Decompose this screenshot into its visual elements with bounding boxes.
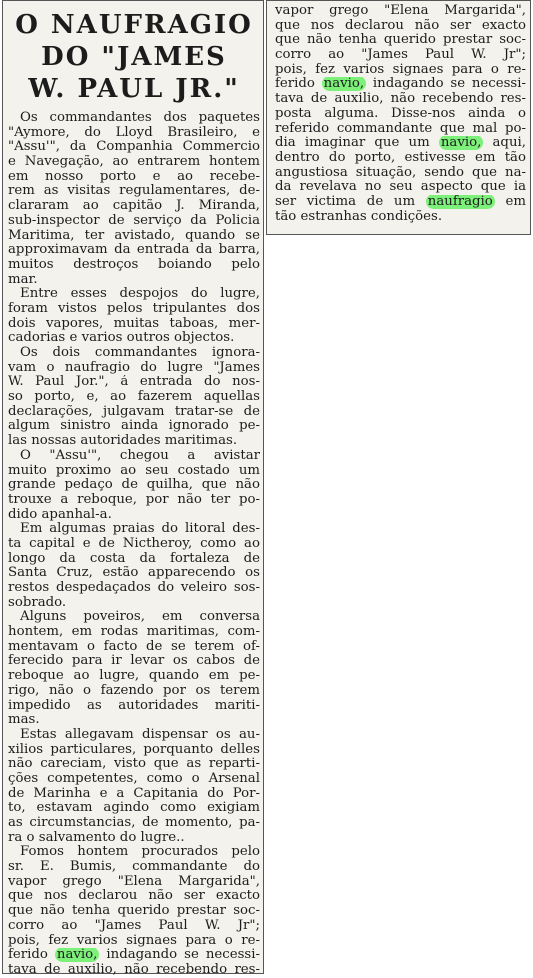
text-line: cadorias e varios outros objectos. bbox=[8, 331, 235, 346]
text-line: pois, fez varios signaes para o re- bbox=[275, 62, 526, 77]
text-line: Maritima, ter avistado, quando se bbox=[8, 228, 260, 243]
text-line: referido commandante que mal po- bbox=[275, 121, 526, 136]
text-fragment: em bbox=[494, 194, 526, 209]
text-fragment: indagando se necessi- bbox=[99, 948, 260, 963]
text-line: sobrado. bbox=[8, 595, 67, 610]
text-line: Entre esses despojos do lugre, bbox=[20, 287, 260, 302]
text-line: to, estavam agindo como exigiam bbox=[8, 801, 260, 816]
text-line: so porto, e, ao fazerem aquellas bbox=[8, 390, 260, 405]
text-line: muitos destroços boiando pelo bbox=[8, 257, 260, 272]
text-line: corro ao "James Paul W. Jr"; bbox=[275, 48, 526, 63]
text-line: pois, fez varios signaes para o re- bbox=[8, 933, 260, 948]
search-highlight: naufragio bbox=[427, 194, 493, 209]
text-line: foram vistos pelos tripulantes dos bbox=[8, 301, 260, 316]
headline-line: DO "JAMES bbox=[41, 42, 227, 72]
text-line: sub-inspector de serviço da Policia bbox=[8, 213, 260, 228]
text-line: longo da costa da fortaleza de bbox=[8, 551, 260, 566]
text-line: O "Assu'", chegou a avistar bbox=[20, 448, 260, 463]
text-line: muito proximo ao seu costado um bbox=[8, 463, 260, 478]
text-line: ções competentes, como o Arsenal bbox=[8, 771, 260, 786]
text-line: que nos declarou não ser exacto bbox=[8, 889, 260, 904]
text-line: ra o salvamento do lugre.. bbox=[8, 830, 185, 845]
text-line: approximavam da entrada da barra, bbox=[8, 243, 260, 258]
text-fragment: indagando se necessi- bbox=[366, 77, 526, 92]
article-body-right bbox=[275, 4, 526, 224]
text-line: não careciam, visto que as reparti- bbox=[8, 757, 260, 772]
text-line: de Marinha e a Capitania do Por- bbox=[8, 786, 260, 801]
article-body-left bbox=[8, 111, 260, 978]
text-line: da revelava no seu aspecto que ia bbox=[275, 180, 526, 195]
article-column-right bbox=[266, 0, 531, 235]
text-line: rem as visitas regulamentares, de- bbox=[8, 184, 260, 199]
text-line: rigo, não o fazendo por os terem bbox=[8, 683, 260, 698]
text-line: tava de auxilio, não recebendo res- bbox=[275, 92, 526, 107]
text-line: vam o naufragio do lugre "James bbox=[8, 360, 260, 375]
text-line: declarações, julgavam tratar-se de bbox=[8, 404, 260, 419]
text-line: xilios particulares, porquanto delles bbox=[8, 742, 260, 757]
text-line: dentro do porto, estivesse em tão bbox=[275, 150, 526, 165]
text-fragment: dia imaginar que um bbox=[275, 136, 439, 151]
text-line: W. Paul Jor.", á entrada do nos- bbox=[8, 375, 260, 390]
text-line: reboque ao lugre, quando em pe- bbox=[8, 669, 260, 684]
search-highlight: navio, bbox=[440, 136, 482, 151]
headline-line: O NAUFRAGIO bbox=[15, 10, 253, 40]
text-line: grande pedaço de quilha, que não bbox=[8, 478, 260, 493]
text-fragment: aqui, bbox=[483, 136, 526, 151]
text-fragment: ferido bbox=[275, 77, 322, 92]
text-line: vapor grego "Elena Margarida", bbox=[8, 874, 260, 889]
text-line: restos despedaçados do veleiro sos- bbox=[8, 581, 260, 595]
text-line: Os dois commandantes ignora- bbox=[20, 346, 260, 360]
text-line: angustiosa situação, sendo que na- bbox=[275, 165, 526, 180]
text-fragment: ferido bbox=[8, 948, 55, 963]
text-line: dois vapores, muitas taboas, mer- bbox=[8, 316, 260, 331]
text-line: tão estranhas condições. bbox=[275, 209, 443, 224]
text-line: mentavam o facto de se terem of- bbox=[8, 639, 260, 654]
text-line: hontem, em rodas maritimas, com- bbox=[8, 625, 260, 640]
text-line: Fomos hontem procurados pelo bbox=[20, 845, 260, 860]
text-line: que não tenha querido prestar soc- bbox=[275, 33, 526, 48]
text-line bbox=[275, 136, 526, 151]
text-line: mas. bbox=[8, 713, 40, 728]
text-line: Em algumas praias do litoral des- bbox=[20, 522, 260, 537]
text-line: corro ao "James Paul W. Jr"; bbox=[8, 918, 260, 933]
text-line: posta alguma. Disse-nos ainda o bbox=[275, 106, 526, 121]
text-line: Alguns poveiros, em conversa bbox=[20, 610, 260, 625]
text-line: tava de auxilio, não recebendo res- bbox=[8, 962, 260, 977]
text-line: as circumstancias, de momento, pa- bbox=[8, 816, 260, 830]
text-line bbox=[8, 948, 260, 963]
search-highlight: navio, bbox=[323, 77, 365, 92]
text-line: clararam ao capitão J. Miranda, bbox=[8, 199, 260, 214]
article-headline bbox=[8, 9, 260, 105]
text-line bbox=[275, 195, 526, 210]
text-line: vapor grego "Elena Margarida", bbox=[275, 4, 526, 18]
article-column-left bbox=[2, 0, 264, 977]
text-line: Estas allegavam dispensar os au- bbox=[20, 727, 260, 742]
headline-line: W. PAUL JR." bbox=[28, 74, 240, 104]
text-line: ta capital e de Nictheroy, como ao bbox=[8, 536, 260, 551]
text-line: "Aymore, do Lloyd Brasileiro, e bbox=[8, 125, 260, 140]
text-line: mar. bbox=[8, 272, 38, 287]
text-line: que não tenha querido prestar soc- bbox=[8, 904, 260, 919]
text-line: Os commandantes dos paquetes bbox=[20, 111, 260, 125]
text-line: que nos declarou não ser exacto bbox=[275, 18, 526, 33]
text-line: "Assu'", da Companhia Commercio bbox=[8, 140, 260, 155]
text-fragment: ser victima de um bbox=[275, 194, 426, 209]
text-line: algum sinistro ainda ignorado pe- bbox=[8, 419, 260, 434]
text-line: em nosso porto e ao recebe- bbox=[8, 169, 260, 184]
text-line: impedido as autoridades mariti- bbox=[8, 698, 260, 713]
text-line: sr. E. Bumis, commandante do bbox=[8, 860, 260, 875]
text-line: e Navegação, ao entrarem hontem bbox=[8, 155, 260, 170]
text-line: dido apanhal-a. bbox=[8, 507, 112, 522]
text-line: Santa Cruz, estão apparecendo os bbox=[8, 566, 260, 581]
text-line: ferecido para ir levar os cabos de bbox=[8, 654, 260, 669]
text-line bbox=[275, 77, 526, 92]
text-line: las nossas autoridades maritimas. bbox=[8, 434, 238, 449]
text-line: trouxe a reboque, por não ter po- bbox=[8, 492, 260, 507]
search-highlight: navio, bbox=[56, 948, 98, 963]
